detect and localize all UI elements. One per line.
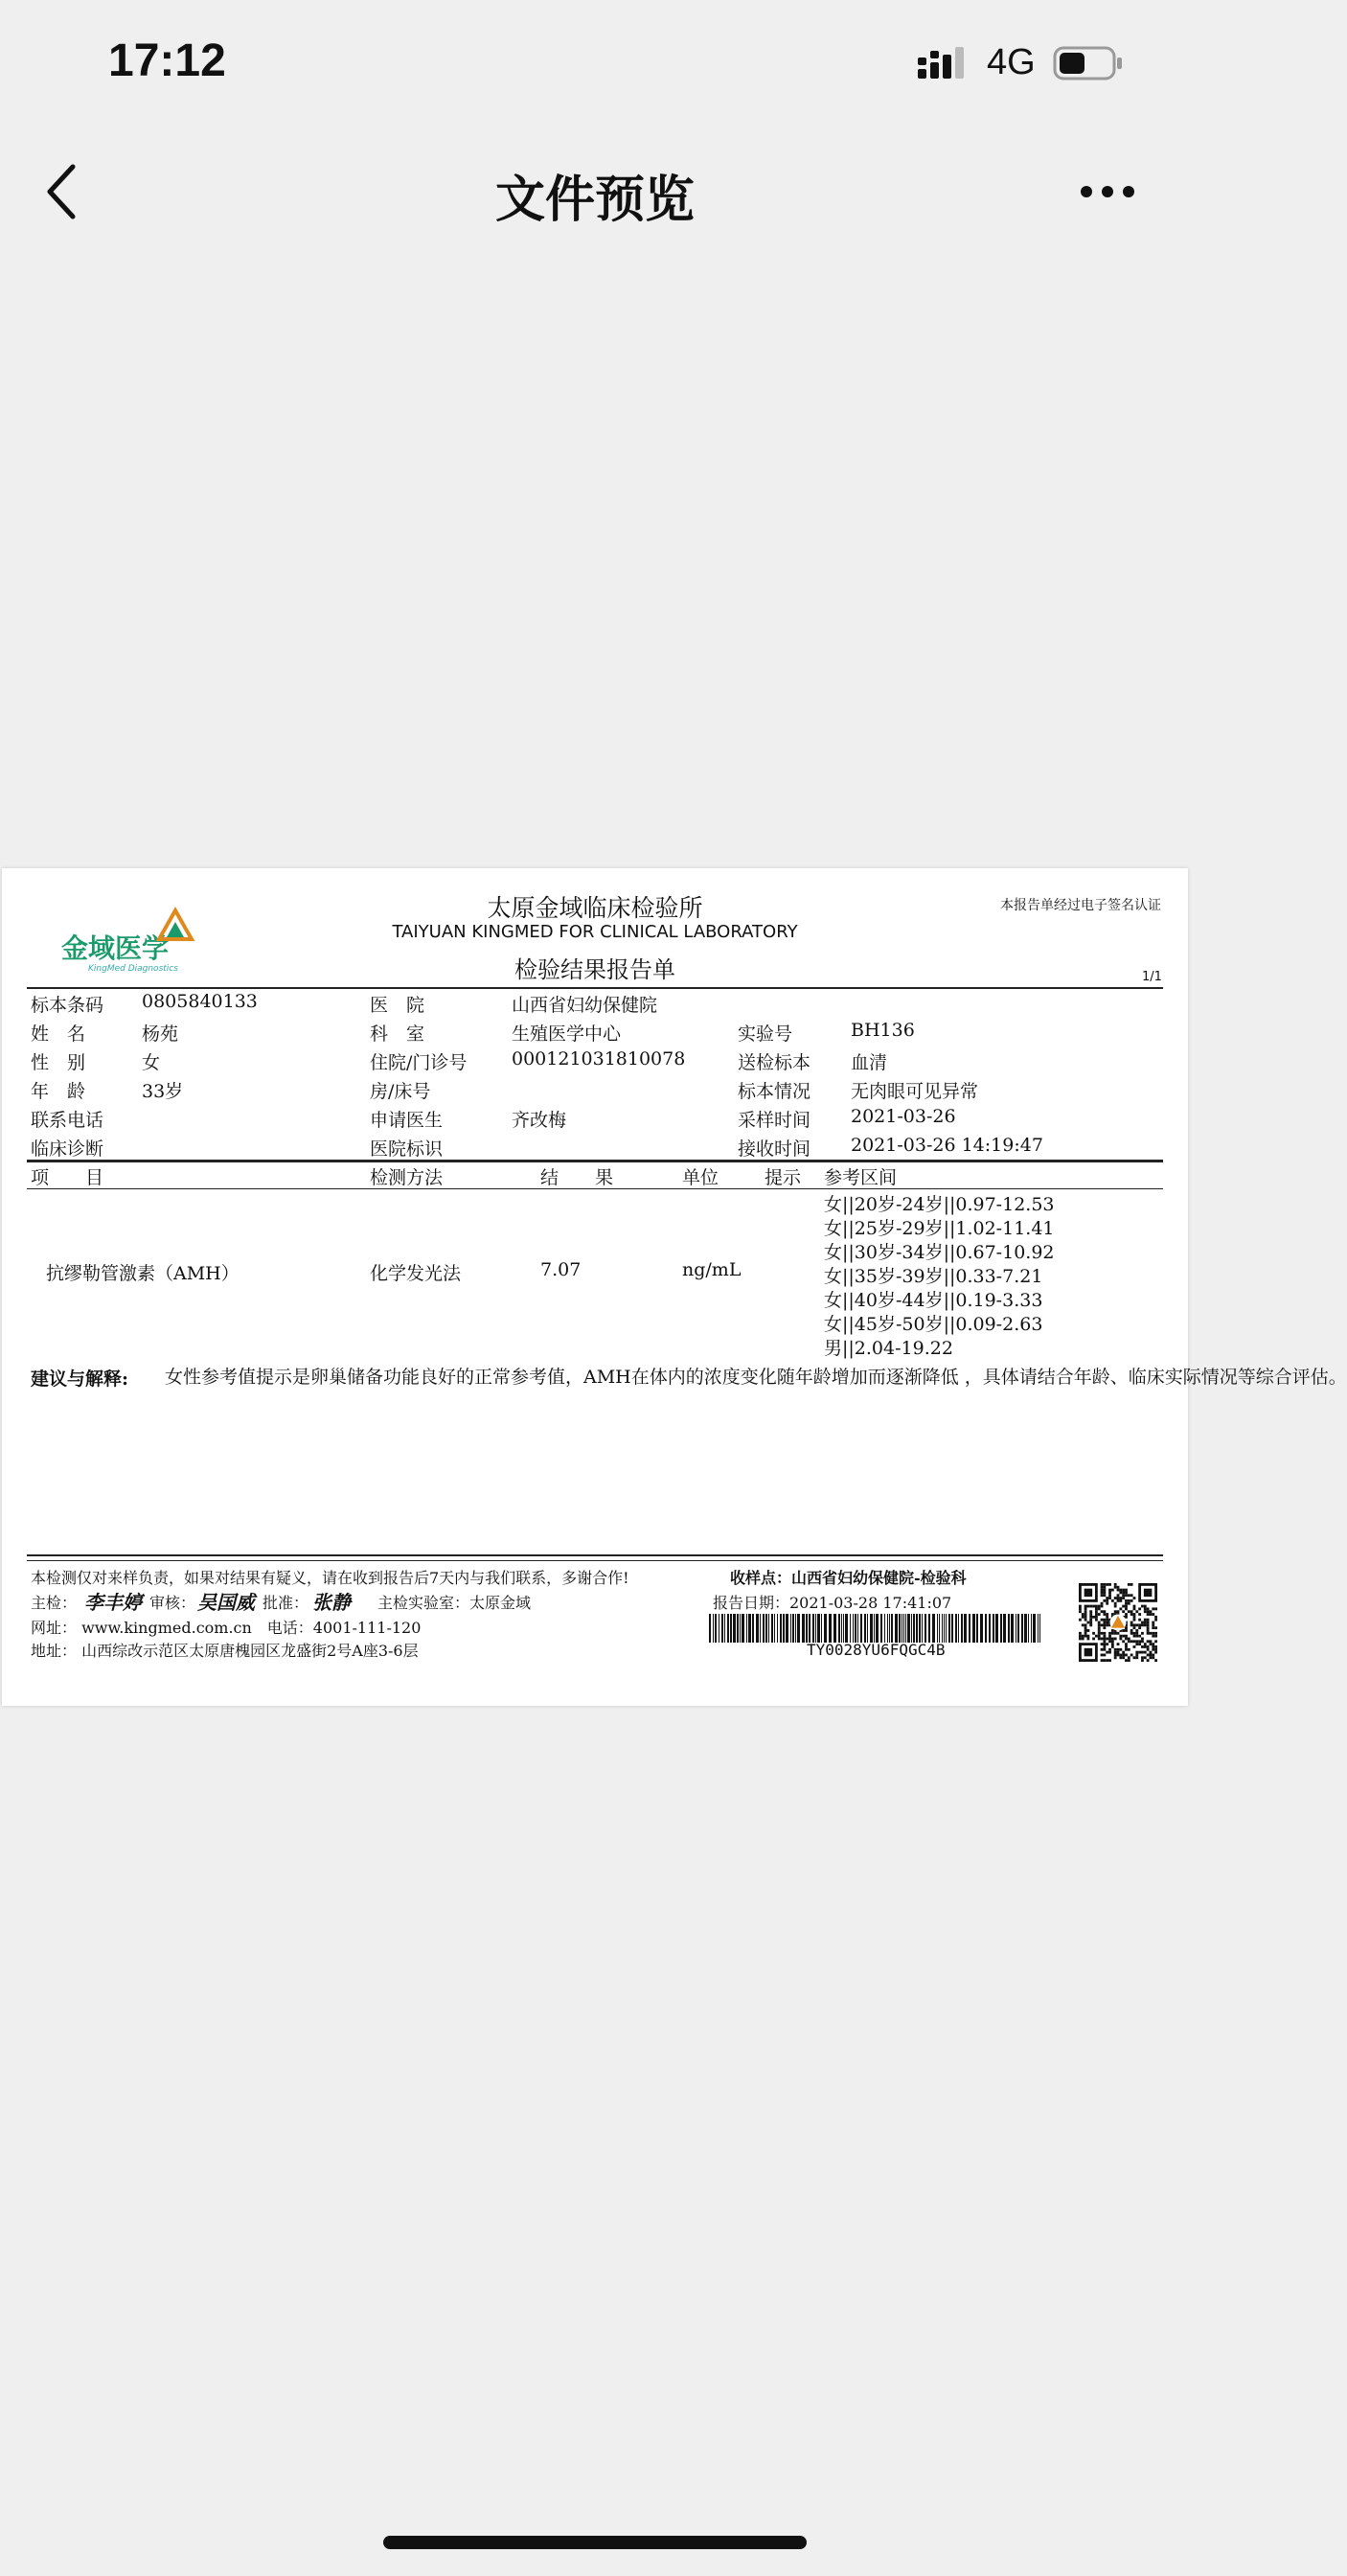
hospital-label: 医 院 <box>370 995 425 1016</box>
barcode-value: 0805840133 <box>142 991 258 1012</box>
col-unit: 单位 <box>682 1167 719 1188</box>
tester-signature: 李丰婷 <box>84 1591 142 1614</box>
approver-label: 批准： <box>263 1594 309 1612</box>
address: 地址： 山西综改示范区太原唐槐园区龙盛街2号A座3-6层 <box>31 1642 419 1660</box>
dept-label: 科 室 <box>370 1024 425 1045</box>
receive-time-value: 2021-03-26 14:19:47 <box>851 1135 1043 1156</box>
gender-value: 女 <box>142 1052 161 1073</box>
hospital-value: 山西省妇幼保健院 <box>512 995 658 1016</box>
lab-name-cn: 太原金域临床检验所 <box>487 894 703 922</box>
page-number: 1/1 <box>1142 970 1162 984</box>
tester-label: 主检： <box>31 1594 78 1612</box>
signal-strength-icon <box>918 46 968 80</box>
website: 网址： www.kingmed.com.cn 电话：4001-111-120 <box>31 1619 422 1637</box>
esign-note: 本报告单经过电子签名认证 <box>1000 898 1161 913</box>
phone-label: 联系电话 <box>31 1110 104 1131</box>
qr-code <box>1079 1583 1157 1662</box>
specimen-state-label: 标本情况 <box>738 1081 811 1102</box>
barcode-label: 标本条码 <box>31 995 104 1016</box>
dept-value: 生殖医学中心 <box>512 1024 622 1045</box>
divider <box>27 1560 1163 1561</box>
doctor-value: 齐改梅 <box>512 1110 567 1131</box>
kingmed-logo-subtitle: KingMed Diagnostics <box>88 964 178 974</box>
report-date: 报告日期：2021-03-28 17:41:07 <box>713 1594 952 1612</box>
divider <box>27 987 1163 989</box>
gender-label: 性 别 <box>31 1052 86 1073</box>
bed-label: 房/床号 <box>370 1081 431 1102</box>
kingmed-logo-text: 金域医学 <box>61 932 170 964</box>
col-ref: 参考区间 <box>824 1167 898 1188</box>
barcode-image <box>709 1614 1042 1643</box>
advice-text: 女性参考值提示是卵巢储备功能良好的正常参考值，AMH在体内的浓度变化随年龄增加而逐渐降低 ，具体请结合年龄、临床实际情况等综合评估。 <box>165 1367 1347 1388</box>
collect-time-label: 采样时间 <box>738 1110 811 1131</box>
result-unit: ng/mL <box>682 1259 742 1280</box>
ref-range-line: 女||40岁-44岁||0.19-3.33 <box>824 1290 1043 1311</box>
status-bar <box>0 0 1190 134</box>
reviewer-label: 审核： <box>149 1594 196 1612</box>
ref-range-line: 女||45岁-50岁||0.09-2.63 <box>824 1314 1043 1335</box>
report-title: 检验结果报告单 <box>514 956 675 983</box>
status-time: 17:12 <box>108 35 226 86</box>
name-value: 杨苑 <box>142 1024 179 1045</box>
ref-range-line: 女||30岁-34岁||0.67-10.92 <box>824 1242 1055 1263</box>
reviewer-signature: 吴国威 <box>197 1591 255 1614</box>
col-method: 检测方法 <box>370 1167 444 1188</box>
hospital-mark-label: 医院标识 <box>370 1138 444 1160</box>
col-item: 项 目 <box>31 1167 104 1188</box>
inpatient-value: 000121031810078 <box>512 1048 686 1070</box>
ref-range-line: 男||2.04-19.22 <box>824 1338 953 1359</box>
result-item: 抗缪勒管激素（AMH） <box>46 1263 240 1284</box>
approver-signature: 张静 <box>312 1591 351 1614</box>
col-result: 结 果 <box>540 1167 614 1188</box>
age-value: 33岁 <box>142 1081 184 1102</box>
main-lab: 主检实验室：太原金域 <box>377 1594 532 1612</box>
receive-time-label: 接收时间 <box>738 1138 811 1160</box>
name-label: 姓 名 <box>31 1024 86 1045</box>
diagnosis-label: 临床诊断 <box>31 1138 104 1160</box>
ref-range-line: 女||35岁-39岁||0.33-7.21 <box>824 1266 1043 1287</box>
report-document[interactable] <box>2 868 1347 1706</box>
disclaimer: 本检测仅对来样负责，如果对结果有疑义，请在收到报告后7天内与我们联系，多谢合作! <box>31 1569 629 1587</box>
divider <box>27 1554 1163 1556</box>
inpatient-label: 住院/门诊号 <box>370 1052 468 1073</box>
barcode-text: TY0028YU6FQGC4B <box>807 1641 946 1659</box>
lab-no-label: 实验号 <box>738 1024 793 1045</box>
more-options-icon[interactable] <box>1079 182 1136 201</box>
battery-icon <box>1054 46 1123 80</box>
doctor-label: 申请医生 <box>370 1110 444 1131</box>
divider <box>27 1188 1163 1189</box>
result-value: 7.07 <box>540 1259 582 1280</box>
ref-range-line: 女||20岁-24岁||0.97-12.53 <box>824 1194 1055 1215</box>
result-method: 化学发光法 <box>370 1263 462 1284</box>
col-hint: 提示 <box>765 1167 802 1188</box>
specimen-state-value: 无肉眼可见异常 <box>851 1081 979 1102</box>
specimen-label: 送检标本 <box>738 1052 811 1073</box>
lab-name-en: TAIYUAN KINGMED FOR CLINICAL LABORATORY <box>392 922 798 942</box>
home-indicator[interactable] <box>383 2536 807 2549</box>
nav-bar <box>0 144 1190 240</box>
lab-no-value: BH136 <box>851 1020 915 1041</box>
collect-time-value: 2021-03-26 <box>851 1106 956 1127</box>
ref-range-line: 女||25岁-29岁||1.02-11.41 <box>824 1218 1055 1239</box>
specimen-value: 血清 <box>851 1052 888 1073</box>
page-title: 文件预览 <box>494 172 695 229</box>
divider <box>27 1160 1163 1162</box>
collection-point: 收样点：山西省妇幼保健院-检验科 <box>730 1569 967 1587</box>
advice-label: 建议与解释: <box>31 1368 129 1390</box>
age-label: 年 龄 <box>31 1081 86 1102</box>
network-type: 4G <box>987 42 1036 82</box>
